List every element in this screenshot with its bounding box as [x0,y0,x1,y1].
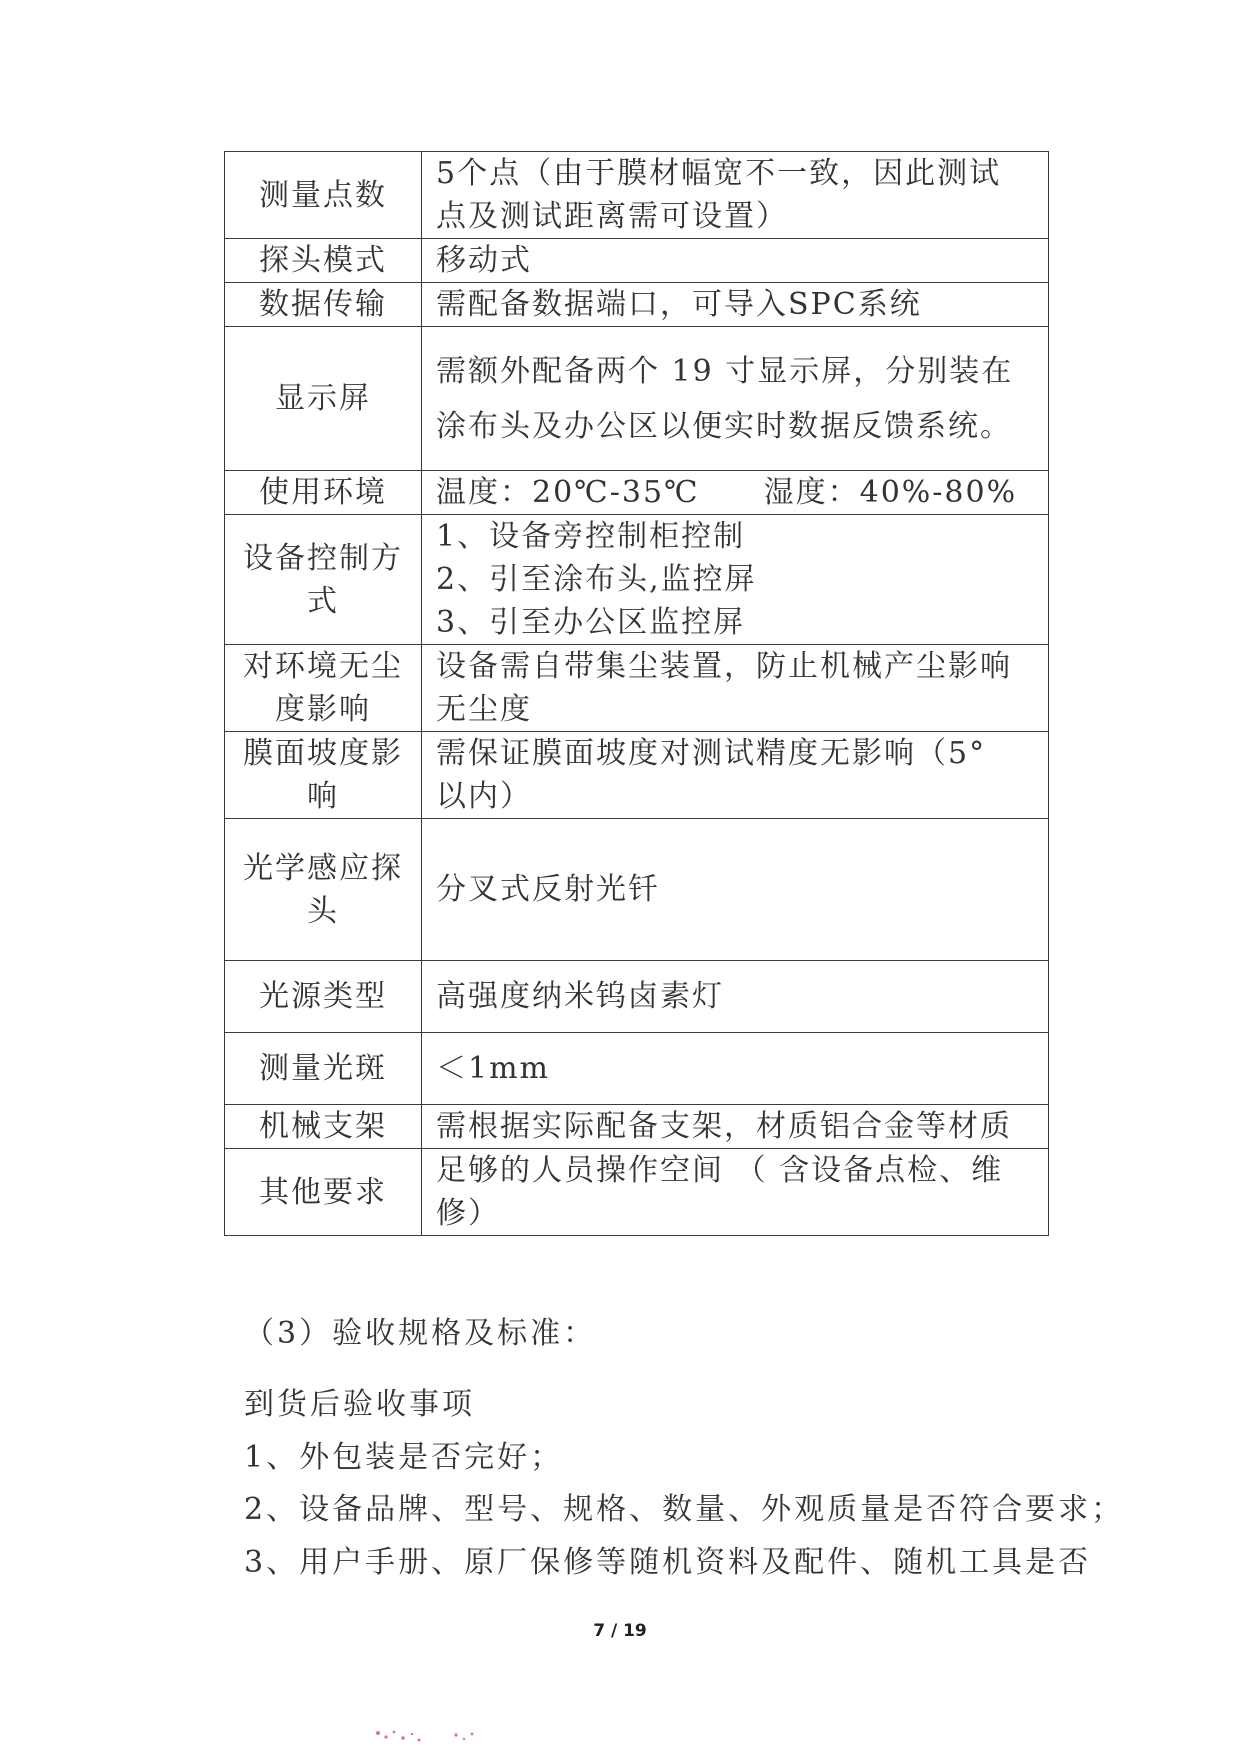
spec-row [225,645,1049,732]
spec-value-text: 设备需自带集尘装置，防止机械产尘影响 [436,649,1012,684]
spec-label-text: 其他要求 [259,1174,387,1210]
spec-value-text: 修） [436,1196,500,1231]
spec-label-cell [225,152,422,239]
spec-value-cell [422,819,1049,961]
spec-label-cell [225,1033,422,1105]
section-subheading: 到货后验收事项 [244,1387,475,1422]
spec-row [225,1105,1049,1149]
spec-value-text: ＜1mm [436,1051,550,1086]
spec-value-text: 以内） [436,779,532,814]
spec-label-text: 显示屏 [275,381,371,416]
spec-value-cell [422,961,1049,1033]
spec-row [225,152,1049,239]
spec-label-text: 探头模式 [259,243,387,278]
spec-label-cell [225,515,422,645]
spec-label-cell [225,961,422,1033]
section-heading: （3）验收规格及标准： [244,1316,597,1351]
spec-label-text: 对环境无尘 [243,649,403,684]
spec-value-text: 需配备数据端口，可导入SPC系统 [436,287,922,322]
spec-value-text: 分叉式反射光钎 [436,872,660,907]
acceptance-item-2: 2、设备品牌、型号、规格、数量、外观质量是否符合要求； [244,1492,1125,1527]
spec-label-cell [225,732,422,819]
spec-table [224,151,1049,1236]
spec-label-cell [225,283,422,327]
spec-label-text: 膜面坡度影 [243,736,403,771]
spec-label-text: 数据传输 [259,287,387,322]
spec-row [225,283,1049,327]
spec-value-text: 温度：20℃-35℃ 湿度：40%-80% [436,475,1018,510]
spec-value-text: 高强度纳米钨卤素灯 [436,979,724,1014]
spec-label-text: 式 [307,583,339,619]
spec-value-text: 移动式 [436,243,532,278]
spec-value-cell [422,152,1049,239]
spec-value-cell [422,645,1049,732]
spec-value-cell [422,515,1049,645]
spec-label-cell [225,645,422,732]
page-number: 7 / 19 [593,1621,647,1641]
spec-value-text: 点及测试距离需可设置） [436,199,788,234]
spec-label-text: 度影响 [275,692,371,727]
spec-label-cell [225,1105,422,1149]
spec-value-cell [422,1033,1049,1105]
spec-value-cell [422,1149,1049,1236]
spec-row [225,961,1049,1033]
spec-row [225,471,1049,515]
spec-label-text: 测量光斑 [259,1051,387,1086]
spec-value-text: 足够的人员操作空间 （ 含设备点检、维 [436,1153,1004,1188]
spec-value-text: 需额外配备两个 19 寸显示屏，分别装在 [436,353,1014,389]
spec-value-text: 1、设备旁控制柜控制 [436,519,746,554]
spec-label-text: 设备控制方 [243,540,403,576]
spec-label-cell [225,471,422,515]
spec-row [225,1033,1049,1105]
spec-label-cell [225,239,422,283]
spec-label-text: 机械支架 [259,1109,387,1144]
spec-label-cell [225,1149,422,1236]
spec-label-cell [225,819,422,961]
spec-row [225,327,1049,471]
spec-row [225,239,1049,283]
spec-value-text: 3、引至办公区监控屏 [436,605,746,640]
spec-value-text: 涂布头及办公区以便实时数据反馈系统。 [436,408,1012,444]
spec-label-text: 使用环境 [259,475,387,510]
spec-value-text: 无尘度 [436,692,532,727]
acceptance-item-3: 3、用户手册、原厂保修等随机资料及配件、随机工具是否 [244,1545,1092,1580]
spec-label-text: 响 [307,779,339,814]
spec-label-text: 光源类型 [259,979,387,1014]
spec-table-body [225,152,1049,1236]
spec-row [225,732,1049,819]
spec-label-text: 光学感应探 [243,850,403,886]
spec-label-text: 头 [307,893,339,929]
spec-value-cell [422,239,1049,283]
spec-label-text: 测量点数 [259,177,387,213]
spec-value-cell [422,1105,1049,1149]
spec-value-cell [422,327,1049,471]
spec-value-text: 需保证膜面坡度对测试精度无影响（5° [436,736,987,771]
spec-value-cell [422,471,1049,515]
acceptance-item-1: 1、外包装是否完好； [244,1440,564,1475]
spec-label-cell [225,327,422,471]
spec-value-cell [422,283,1049,327]
spec-value-text: 5个点（由于膜材幅宽不一致，因此测试 [436,156,1002,191]
spec-value-text: 需根据实际配备支架，材质铝合金等材质 [436,1109,1012,1144]
spec-row [225,515,1049,645]
spec-row [225,819,1049,961]
spec-value-cell [422,732,1049,819]
spec-row [225,1149,1049,1236]
stamp-fragment-icon [372,1725,482,1747]
spec-value-text: 2、引至涂布头,监控屏 [436,562,757,597]
